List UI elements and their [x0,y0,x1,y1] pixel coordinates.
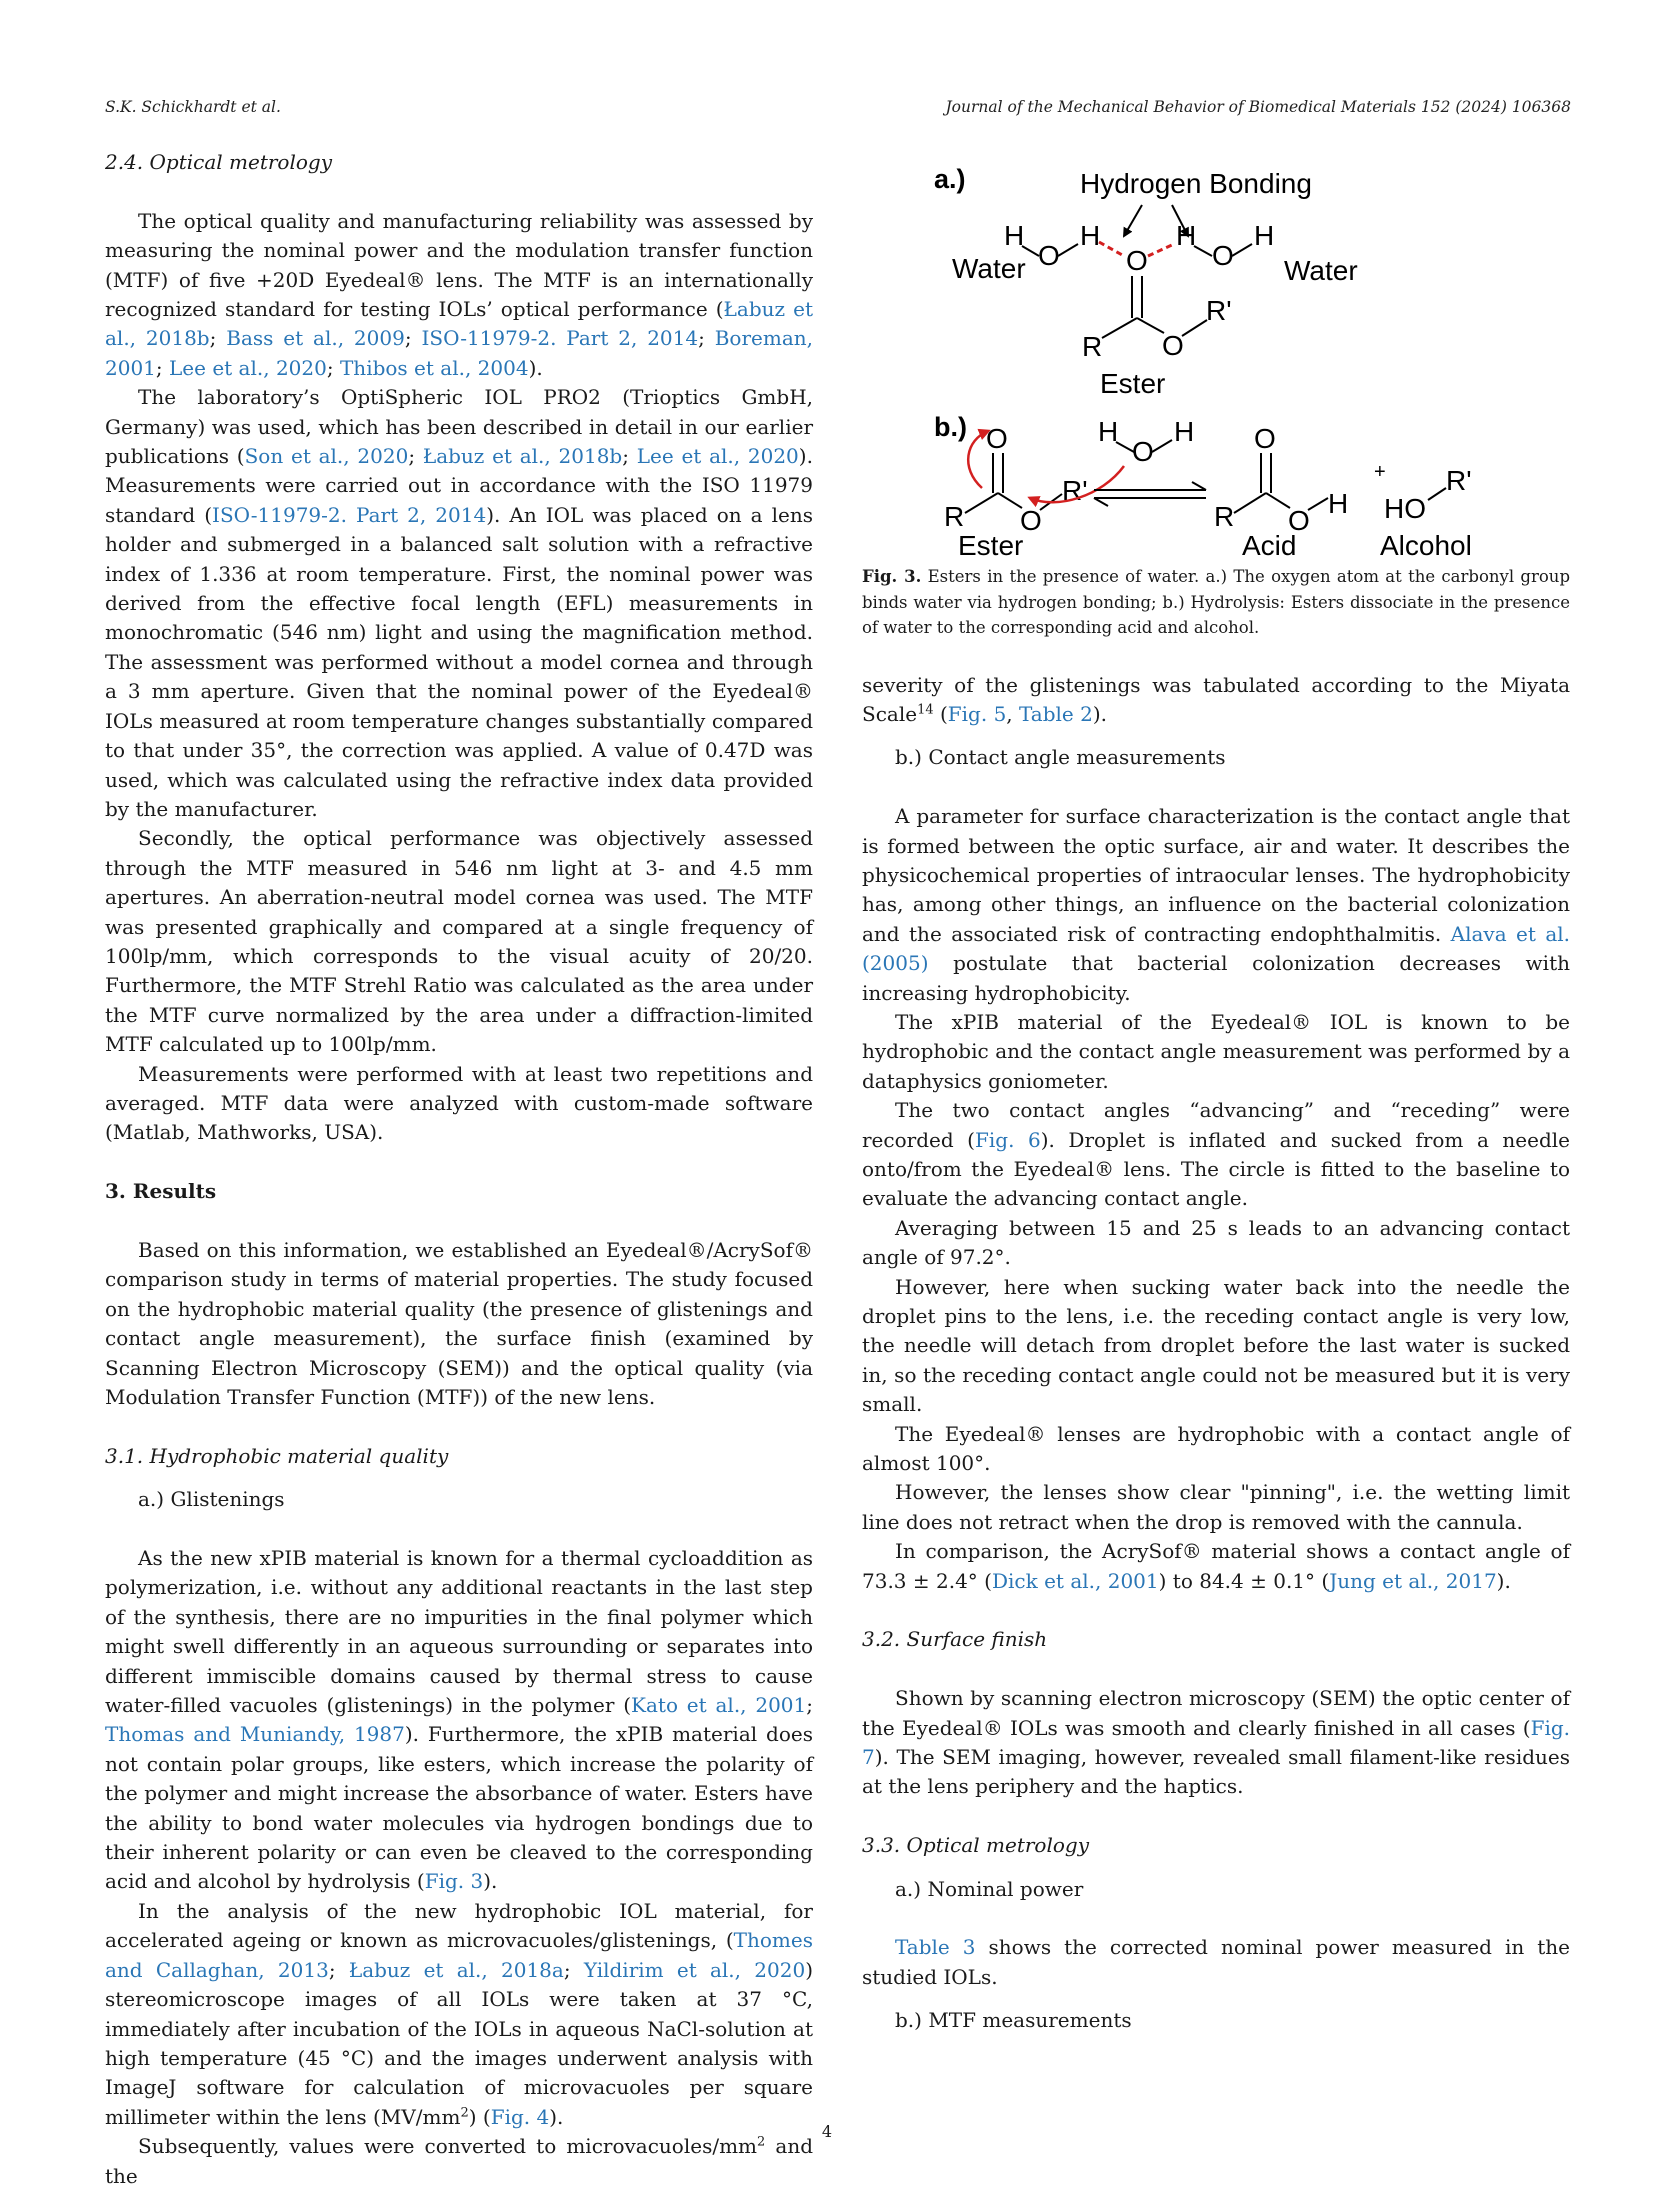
citation-link[interactable]: Thibos et al., 2004 [339,355,529,380]
atom-h: H [1004,220,1025,251]
paragraph: The Eyedeal® lenses are hydrophobic with a contact angle of almost 100°. [862,1421,1570,1476]
atom-r: R [1082,331,1103,362]
paragraph: Subsequently, values were converted to microvacuoles/$mm^2$ and the [105,2134,814,2188]
atom-r: R [1214,501,1235,532]
citation-link[interactable]: Son et al., 2020 [244,444,409,469]
citation-link[interactable]: Łabuz et al., 2018b [422,444,623,469]
panel-a-label: a.) [934,164,966,194]
citation-link[interactable]: Thomas and Muniandy, 1987 [105,1722,405,1747]
atom-h: H [1080,220,1101,251]
paragraph: However, the lenses show clear "pinning", i.e. the wetting limit line does not retract when the drop is removed with the cannula. [862,1480,1570,1534]
hydrogen-bonding-label: Hydrogen Bonding [1080,168,1312,199]
citation-link[interactable]: Thomes and Callaghan, 2013 [105,1928,813,1982]
citation-link[interactable]: Lee et al., 2020 [169,355,327,380]
figure-3-caption: Fig. 3. Esters in the presence of water. a.) The oxygen atom at the carbonyl group binds water via hydrogen bonding; b.) Hydrolysis: Esters dissociate in the presence of water to the corresponding acid and alcohol. [862,567,1571,637]
paragraph: Secondly, the optical performance was objectively assessed through the MTF measured in 546 nm light at 3- and 4.5 mm apertures. An aberration-neutral model cornea was used. The MTF was presented graphically and compared at a single frequency of 100lp/mm, which corresponds to the visual acuity of 20/20. Furthermore, the MTF Strehl Ratio was calculated as the area under the MTF curve normalized by the area under a diffraction-limited MTF calculated up to 100lp/mm. [105,826,813,1057]
atom-o: O [1020,505,1042,536]
atom-o: O [1038,240,1060,271]
page-number: 4 [821,2122,833,2141]
section-3-2-title: 3.2. Surface finish [862,1627,1048,1652]
water-label-right: Water [1284,255,1358,286]
atom-o: O [1132,436,1154,467]
paragraph: A parameter for surface characterization is the contact angle that is formed between the optic surface, air and water. It describes the physicochemical properties of intraocular lenses. The hydrophobicity has, among other things, an influence on the bacterial colonization and the associated risk of contracting endophthalmitis. Alava et al. (2005) postulate that bacterial colonization decreases with increasing hydrophobicity. [862,804,1570,1005]
running-header-authors: S.K. Schickhardt et al. [105,98,281,116]
paragraph: Measurements were performed with at least two repetitions and averaged. MTF data were analyzed with custom-made software (Matlab, Mathworks, USA). [105,1061,813,1145]
paragraph: In comparison, the AcrySof® material shows a contact angle of 73.3 ± 2.4° (Dick et al., 2001) to 84.4 ± 0.1° (Jung et al., 2017). [862,1539,1570,1593]
running-header-journal: Journal of the Mechanical Behavior of Biomedical Materials 152 (2024) 106368 [945,98,1571,116]
section-3-title: 3. Results [105,1179,217,1204]
citation-link[interactable]: Yildirim et al., 2020 [583,1957,806,1982]
section-3-3-title: 3.3. Optical metrology [862,1833,1090,1858]
citation-link[interactable]: Kato et al., 2001 [631,1693,807,1718]
citation-link[interactable]: Jung et al., 2017 [1329,1568,1497,1593]
citation-link[interactable]: Alava et al. (2005) [862,921,1570,976]
subsection-contact-angle: b.) Contact angle measurements [895,745,1226,770]
citation-link[interactable]: Dick et al., 2001 [991,1568,1159,1593]
paragraph: The xPIB material of the Eyedeal® IOL is known to be hydrophobic and the contact angle measurement was performed by a dataphysics goniometer. [862,1009,1570,1093]
atom-o: O [1162,330,1184,361]
atom-o: O [1212,240,1234,271]
section-2-4-title: 2.4. Optical metrology [105,150,333,174]
paragraph: Shown by scanning electron microscopy (SEM) the optic center of the Eyedeal® IOLs was smooth and clearly finished in all cases (Fig. 7). The SEM imaging, however, revealed small filament-like residues at the lens periphery and the haptics. [862,1686,1570,1799]
paragraph: The two contact angles “advancing” and “receding” were recorded (Fig. 6). Droplet is inflated and sucked from a needle onto/from the Eyedeal® lens. The circle is fitted to the baseline to evaluate the advancing contact angle. [862,1098,1570,1211]
atom-h: H [1174,416,1195,447]
paragraph: In the analysis of the new hydrophobic IOL material, for accelerated ageing or known as microvacuoles/glistenings, (Thomes and Callaghan, 2013; Łabuz et al., 2018a; Yildirim et al., 2020) stereomicroscope images of all IOLs were taken at 37 °C, immediately after incubation of the IOLs in aqueous NaCl-solution at high temperature (45 °C) and the images underwent analysis with ImageJ software for calculation of microvacuoles per square millimeter within the lens $(MV/mm^2)$ (Fig. 4). [105,1898,813,2129]
paragraph: Based on this information, we established an Eyedeal®/AcrySof® comparison study in terms of material properties. The study focused on the hydrophobic material quality (the presence of glistenings and contact angle measurement), the surface finish (examined by Scanning Electron Microscopy (SEM)) and the optical quality (via Modulation Transfer Function (MTF)) of the new lens. [105,1237,813,1410]
subsection-glistenings: a.) Glistenings [138,1487,285,1512]
atom-h: H [1176,220,1197,251]
table-link[interactable]: Table 3 [895,1935,976,1960]
figure-link[interactable]: Fig. 3 [424,1869,484,1894]
atom-ho: HO [1384,493,1426,524]
paragraph: As the new xPIB material is known for a thermal cycloaddition as polymerization, i.e. without any additional reactants in the last step of the synthesis, there are no impurities in the final polymer which might swell differently in an aqueous surrounding or separates into different immiscible domains caused by thermal stress to cause water-filled vacuoles (glistenings) in the polymer (Kato et al., 2001; Thomas and Muniandy, 1987). Furthermore, the xPIB material does not contain polar groups, like esters, which increase the polarity of the polymer and might increase the absorbance of water. Esters have the ability to bond water molecules via hydrogen bondings due to their inherent polarity or can even be cleaved to the corresponding acid and alcohol by hydrolysis (Fig. 3). [105,1546,813,1894]
atom-o: O [1288,505,1310,536]
citation-link[interactable]: Bass et al., 2009 [226,326,405,351]
figure-link[interactable]: Fig. 5 [947,701,1007,726]
atom-r-prime: R' [1206,295,1232,326]
figure-link[interactable]: Fig. 7 [862,1715,1570,1770]
water-label-left: Water [952,253,1026,284]
paragraph: Averaging between 15 and 25 s leads to an advancing contact angle of 97.2°. [862,1215,1570,1270]
atom-r: R [944,501,965,532]
citation-link[interactable]: Łabuz et al., 2018a [348,1957,564,1982]
citation-link[interactable]: ISO-11979-2. Part 2, 2014 [212,502,487,527]
paragraph: Table 3 shows the corrected nominal power measured in the studied IOLs. [862,1935,1571,1989]
paragraph: severity of the glistenings was tabulated according to the Miyata Scale$^{14}$ (Fig. 5, Table 2). [862,672,1570,726]
paragraph: The optical quality and manufacturing reliability was assessed by measuring the nominal power and the modulation transfer function (MTF) of five +20D Eyedeal® lens. The MTF is an internationally recognized standard for testing IOLs’ optical performance (Łabuz et al., 2018b; Bass et al., 2009; ISO-11979-2. Part 2, 2014; Boreman, 2001; Lee et al., 2020; Thibos et al., 2004). [105,208,813,380]
paragraph: However, here when sucking water back into the needle the droplet pins to the lens, i.e. the receding contact angle is very low, the needle will detach from droplet before the last water is sucked in, so the receding contact angle could not be measured but it is very small. [862,1274,1570,1417]
atom-o: O [986,423,1008,454]
panel-b-label: b.) [934,412,967,442]
atom-o: O [1126,245,1148,276]
subsection-nominal-power: a.) Nominal power [895,1876,1084,1901]
citation-link[interactable]: Łabuz et al., 2018b [105,297,813,351]
section-3-1-title: 3.1. Hydrophobic material quality [105,1443,449,1468]
table-link[interactable]: Table 2 [1019,701,1093,726]
atom-h: H [1328,488,1349,519]
atom-h: H [1254,220,1275,251]
alcohol-label: Alcohol [1380,530,1472,558]
citation-link[interactable]: Boreman, 2001 [105,326,813,380]
atom-r-prime: R' [1446,465,1472,496]
ester-label-b: Ester [958,530,1024,558]
figure-link[interactable]: Fig. 4 [490,2104,550,2129]
ester-chemistry-diagram [862,148,1570,558]
atom-h: H [1098,416,1119,447]
citation-link[interactable]: Lee et al., 2020 [636,444,799,469]
citation-link[interactable]: ISO-11979-2. Part 2, 2014 [421,326,699,351]
ester-label-a: Ester [1100,368,1166,399]
figure-3 [862,148,1570,558]
subsection-mtf: b.) MTF measurements [895,2008,1132,2033]
right-column [862,148,1570,2036]
figure-link[interactable]: Fig. 6 [975,1127,1041,1152]
paragraph: The laboratory’s OptiSpheric IOL PRO2 (Trioptics GmbH, Germany) was used, which has been described in detail in our earlier publications (Son et al., 2020; Łabuz et al., 2018b; Lee et al., 2020). Measurements were carried out in accordance with the ISO 11979 standard (ISO-11979-2. Part 2, 2014). An IOL was placed on a lens holder and submerged in a balanced salt solution with a refractive index of 1.336 at room temperature. First, the nominal power was derived from the effective focal length (EFL) measurements in monochromatic (546 nm) light and using the magnification method. The assessment was performed without a model cornea and through a 3 mm aperture. Given that the nominal power of the Eyedeal® IOLs measured at room temperature changes substantially compared to that under 35°, the correction was applied. A value of 0.47D was used, which was calculated using the refractive index data provided by the manufacturer. [105,385,814,821]
plus-sign: + [1374,461,1386,483]
acid-label: Acid [1242,530,1297,558]
atom-o: O [1254,423,1276,454]
atom-r-prime: R' [1062,475,1088,506]
left-column [105,148,813,2191]
